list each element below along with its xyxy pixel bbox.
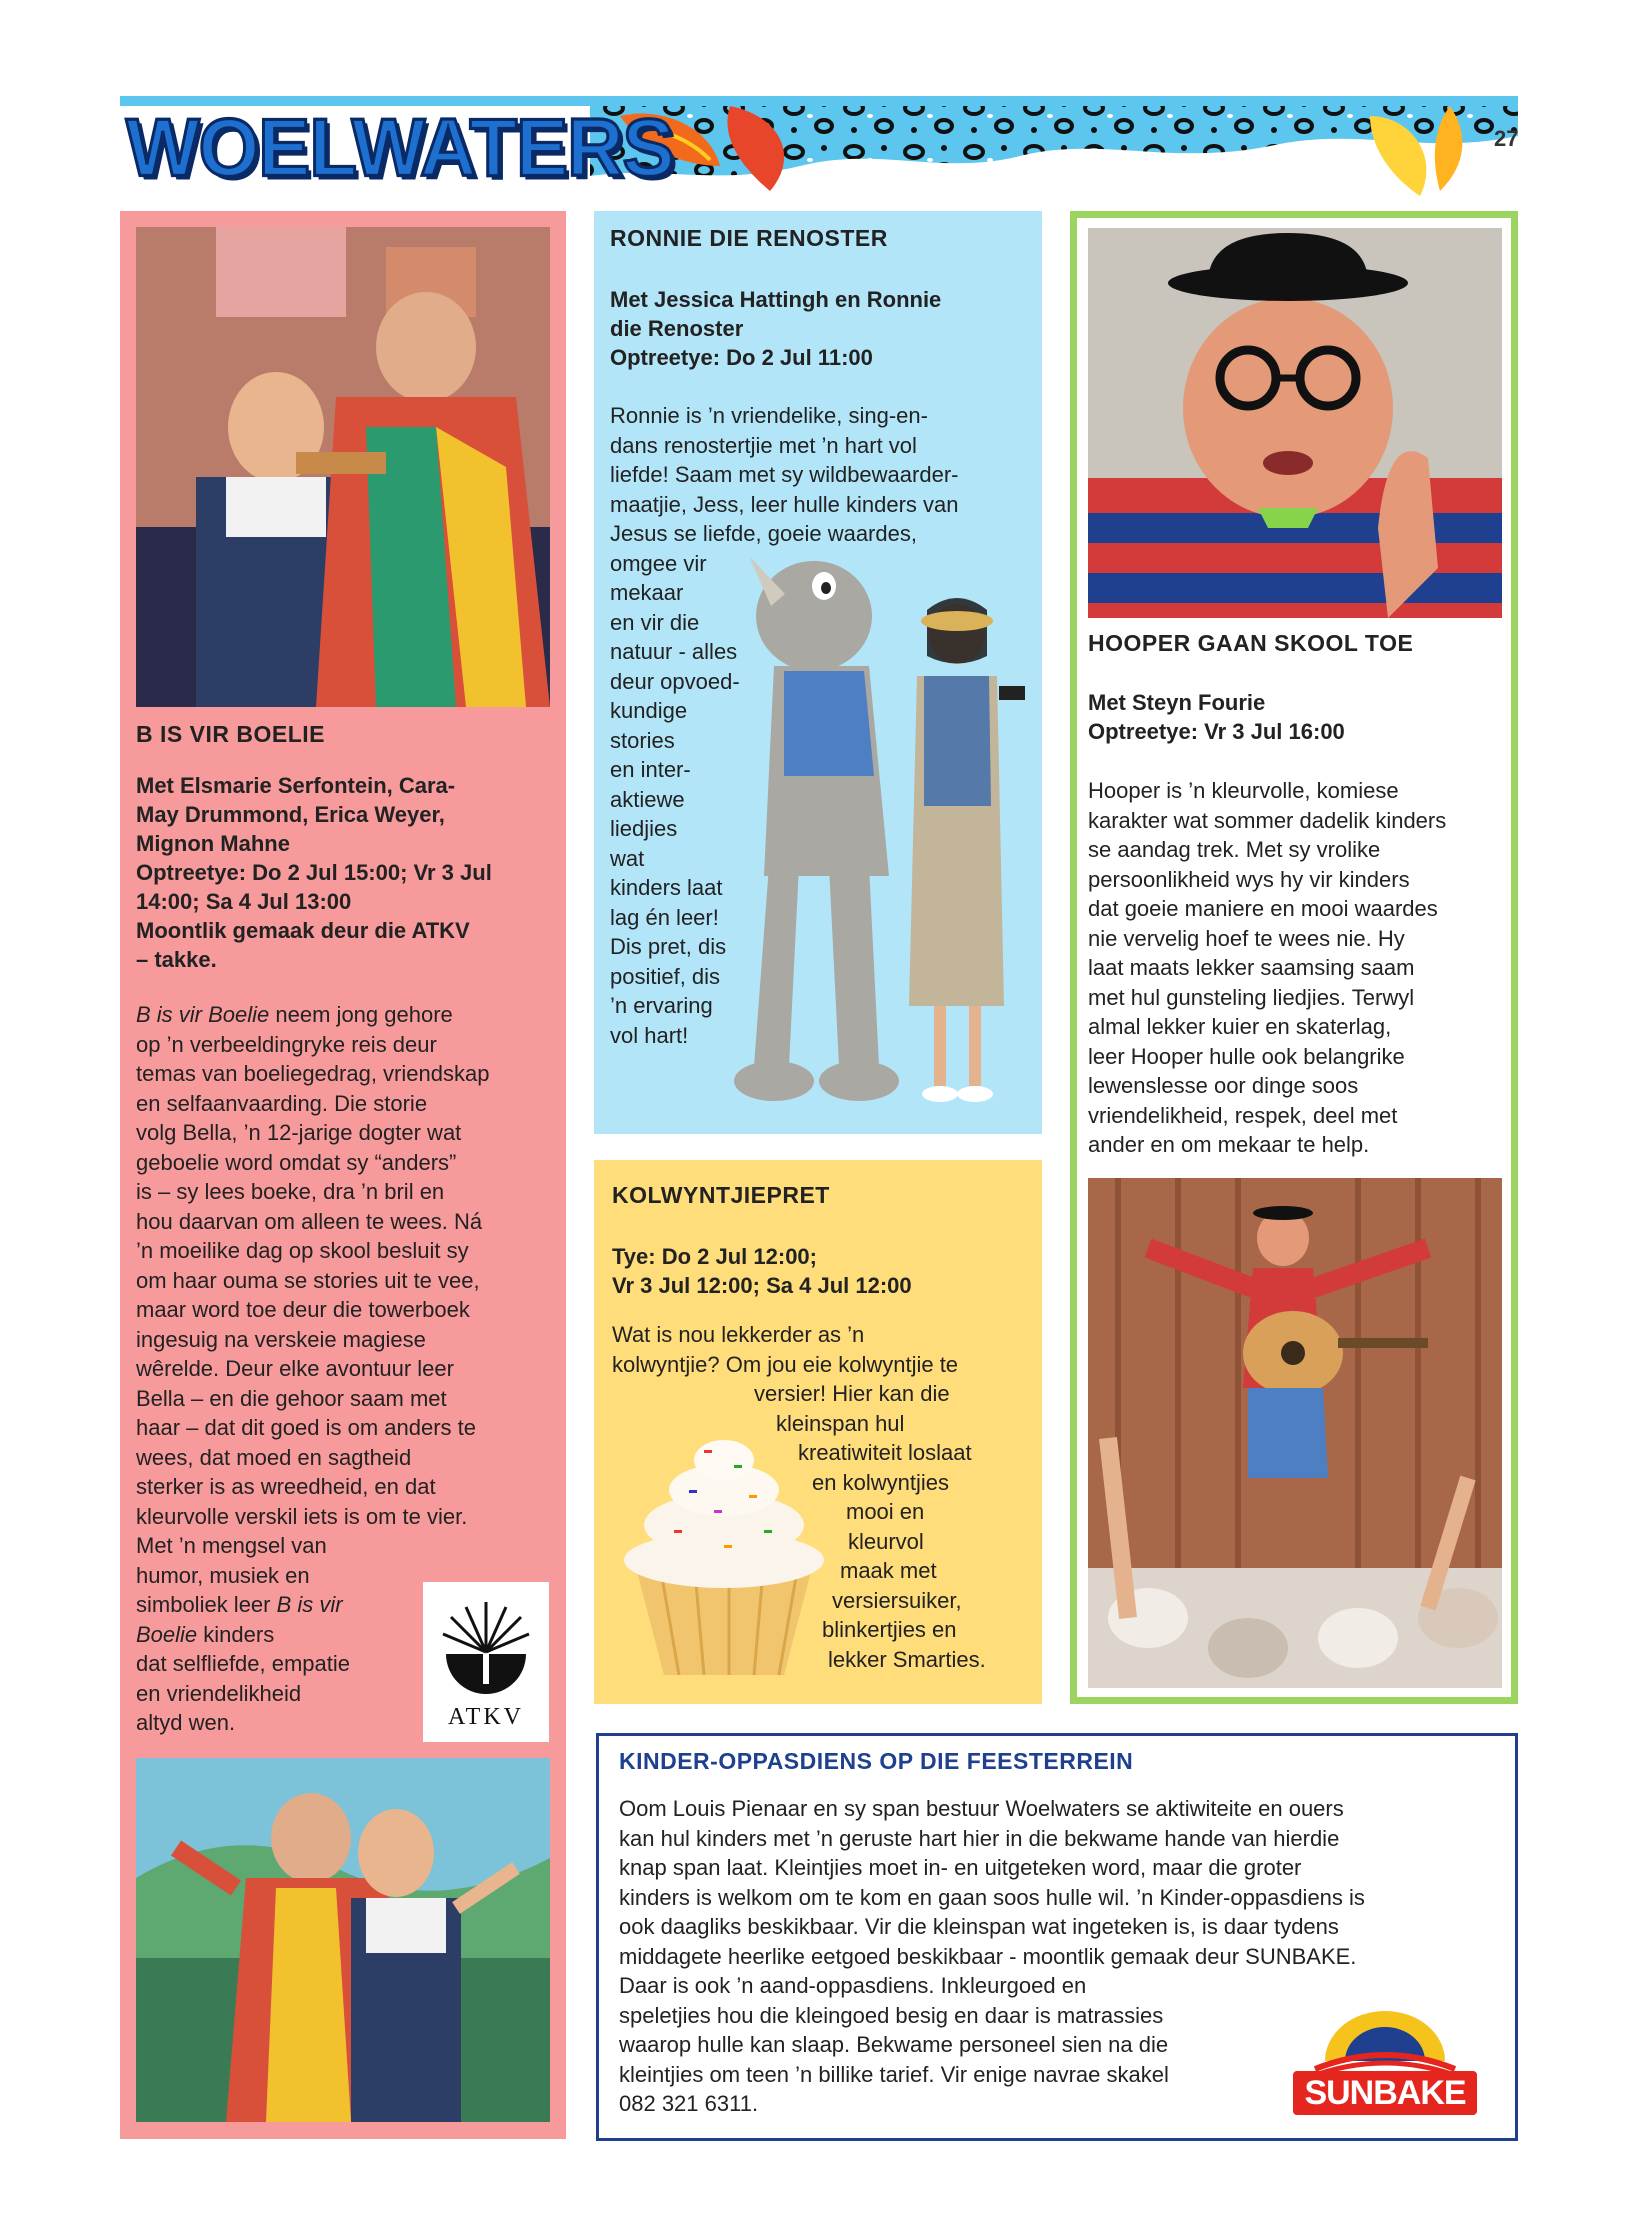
sunbake-logo-text: SUNBAKE — [1304, 2074, 1466, 2112]
boelie-body-line: en selfaanvaarding. Die storie — [136, 1090, 428, 1116]
ronnie-body-line: Jesus se liefde, goeie waardes, — [610, 521, 917, 546]
kolwyntjie-heading: KOLWYNTJIEPRET — [612, 1182, 830, 1208]
boelie-body-line: en vriendelikheid — [136, 1680, 302, 1706]
boelie-heading: B IS VIR BOELIE — [136, 721, 325, 747]
hooper-heading: HOOPER GAAN SKOOL TOE — [1088, 630, 1414, 656]
kolwyntjie-body-line: maak met — [840, 1558, 937, 1583]
sunbake-logo — [1285, 2011, 1485, 2121]
kolwyntjie-body-line: versier! Hier kan die — [754, 1381, 950, 1406]
ronnie-body-line: lag én leer! — [610, 904, 719, 930]
ronnie-body-line: kinders laat — [610, 875, 723, 900]
hooper-body-line: karakter wat sommer dadelik kinders — [1088, 807, 1447, 833]
ronnie-body-line: omgee vir — [610, 550, 707, 576]
atkv-logo — [423, 1582, 549, 1742]
oppas-body-line: kinders is welkom om te kom en gaan soos hulle wil. ’n Kinder-oppasdiens is — [619, 1884, 1365, 1910]
kolwyntjie-body-line: kleinspan hul — [776, 1410, 905, 1436]
ronnie-body-line: stories — [610, 727, 675, 753]
hooper-body-line: ander en om mekaar te help. — [1088, 1132, 1370, 1157]
ronnie-body-line: liedjies — [610, 816, 678, 841]
hooper-body-line: laat maats lekker saamsing saam — [1088, 955, 1415, 980]
boelie-body-line: maar word toe deur die towerboek — [136, 1297, 470, 1322]
boelie-body-line: B is vir Boelie neem jong gehore — [136, 1002, 453, 1027]
boelie-body-line: hou daarvan om alleen te wees. Ná — [136, 1208, 483, 1234]
ronnie-body-line: maatjie, Jess, leer hulle kinders van — [610, 491, 959, 517]
kolwyntjie-body-line: kleurvol — [848, 1528, 924, 1554]
oppas-heading: KINDER-OPPASDIENS OP DIE FEESTERREIN — [619, 1748, 1134, 1774]
hooper-credits: Met Steyn Fourie — [1088, 690, 1266, 715]
ronnie-body-line: deur opvoed- — [610, 668, 740, 694]
ronnie-credits-line: Met Jessica Hattingh en Ronnie — [610, 287, 942, 312]
boelie-body-line: humor, musiek en — [136, 1562, 310, 1588]
oppas-body-line: middagete heerlike eetgoed beskikbaar - moontlik gemaak deur SUNBAKE. — [619, 1943, 1357, 1969]
kolwyntjie-body-line: Wat is nou lekkerder as ’n — [612, 1322, 865, 1347]
kolwyntjie-body-line: versiersuiker, — [832, 1587, 962, 1613]
ronnie-body-line: ’n ervaring — [610, 993, 713, 1018]
hooper-stage-photo — [1088, 1178, 1502, 1688]
panel-b-is-vir-boelie — [120, 211, 566, 2139]
ronnie-body-line: mekaar — [610, 580, 684, 605]
hooper-body-line: nie vervelig hoef te wees nie. Hy — [1088, 925, 1405, 951]
ronnie-body-line: en vir die — [610, 609, 700, 635]
ronnie-credits — [610, 285, 941, 372]
ronnie-credits-line: die Renoster — [610, 316, 744, 341]
boelie-body-line: Boelie kinders — [136, 1621, 275, 1647]
hooper-body-line: vriendelikheid, respek, deel met — [1088, 1102, 1398, 1128]
oppas-body-line: Daar is ook ’n aand-oppasdiens. Inkleurgoed en — [619, 1973, 1087, 1998]
hooper-body-line: persoonlikheid wys hy vir kinders — [1088, 866, 1410, 892]
ronnie-body-line: dans renostertjie met ’n hart vol — [610, 432, 917, 458]
ronnie-body-line: aktiewe — [610, 786, 685, 812]
hooper-body-line: met hul gunsteling liedjies. Terwyl — [1088, 984, 1415, 1010]
boelie-body-line: ingesuig na verskeie magiese — [136, 1326, 426, 1352]
hooper-body-line: leer Hooper hulle ook belangrike — [1088, 1043, 1405, 1069]
hooper-portrait-photo — [1088, 228, 1502, 618]
oppas-body-line: kleintjies om teen ’n billike tarief. Vir enige navrae skakel — [619, 2061, 1169, 2087]
hooper-body-line: lewenslesse oor dinge soos — [1088, 1073, 1359, 1098]
boelie-body-line: dat selfliefde, empatie — [136, 1651, 351, 1676]
hooper-body-line: Hooper is ’n kleurvolle, komiese — [1088, 778, 1399, 803]
oppas-body-line: kan hul kinders met ’n geruste hart hier in die bekwame hande van hierdie — [619, 1825, 1340, 1851]
boelie-body-line: Met ’n mengsel van — [136, 1533, 327, 1558]
boelie-credits — [136, 771, 492, 974]
panel-hooper-gaan-skool-toe — [1070, 211, 1518, 1704]
atkv-logo-text: ATKV — [448, 1704, 524, 1730]
atkv-sunburst-icon — [423, 1582, 549, 1702]
hooper-body-line: almal lekker kuier en skaterlag, — [1088, 1014, 1392, 1039]
boelie-stage-photo-bottom — [136, 1758, 550, 2122]
ronnie-body-line: en inter- — [610, 757, 691, 782]
oppas-body-line: Oom Louis Pienaar en sy span bestuur Woelwaters se aktiwiteite en ouers — [619, 1796, 1344, 1821]
boelie-body-line: wees, dat moed en sagtheid — [136, 1444, 412, 1470]
boelie-times-line: Optreetye: Do 2 Jul 15:00; Vr 3 Jul — [136, 860, 492, 885]
page-number: 27 — [1494, 126, 1519, 151]
kolwyntjie-body-line: en kolwyntjies — [812, 1469, 949, 1495]
ronnie-body-line: vol hart! — [610, 1022, 689, 1048]
boelie-body-line: volg Bella, ’n 12-jarige dogter wat — [136, 1120, 462, 1145]
boelie-body-line: temas van boeliegedrag, vriendskap — [136, 1061, 490, 1086]
boelie-body-line: om haar ouma se stories uit te vee, — [136, 1267, 480, 1293]
hooper-body-line: se aandag trek. Met sy vrolike — [1088, 837, 1381, 862]
boelie-credits-line: May Drummond, Erica Weyer, — [136, 802, 445, 827]
cupcake-illustration — [604, 1410, 844, 1680]
ronnie-heading: RONNIE DIE RENOSTER — [610, 225, 888, 251]
boelie-title-italic: B is vir Boelie — [136, 1002, 270, 1027]
boelie-body-line: op ’n verbeeldingryke reis deur — [136, 1031, 437, 1057]
rhino-mascot-and-presenter-photo — [729, 546, 1042, 1134]
boelie-body-line: ’n moeilike dag op skool besluit sy — [136, 1238, 469, 1263]
ronnie-body-line: kundige — [610, 698, 688, 723]
ronnie-body-line: Ronnie is ’n vriendelike, sing-en- — [610, 403, 928, 428]
kolwyntjie-times — [612, 1242, 912, 1300]
kolwyntjie-body-line: kolwyntjie? Om jou eie kolwyntjie te — [612, 1351, 959, 1377]
kolwyntjie-body-line: blinkertjies en — [822, 1617, 957, 1642]
boelie-credits-line: Met Elsmarie Serfontein, Cara- — [136, 773, 456, 798]
boelie-body-line: altyd wen. — [136, 1710, 236, 1735]
boelie-body-line: is – sy lees boeke, dra ’n bril en — [136, 1179, 445, 1204]
page-header — [120, 96, 1518, 198]
hooper-times: Optreetye: Vr 3 Jul 16:00 — [1088, 719, 1345, 744]
kolwyntjie-times-line: Tye: Do 2 Jul 12:00; — [612, 1244, 817, 1269]
hooper-body — [1088, 776, 1446, 1160]
panel-ronnie-die-renoster — [594, 211, 1042, 1134]
oppas-body-line: knap span laat. Kleintjies moet in- en uitgeteken word, maar die groter — [619, 1855, 1302, 1880]
section-title: WOELWATERS — [126, 100, 674, 194]
boelie-body-line: simboliek leer B is vir — [136, 1592, 343, 1617]
oppas-body-line: speletjies hou die kleingoed besig en daar is matrassies — [619, 2002, 1164, 2028]
kolwyntjie-body-line: mooi en — [846, 1499, 925, 1524]
oppas-body-line: waarop hulle kan slaap. Bekwame personeel sien na die — [619, 2032, 1169, 2057]
boelie-body-line: kleurvolle verskil iets is om te vier. — [136, 1503, 468, 1529]
ronnie-body-line: Dis pret, dis — [610, 934, 727, 959]
boelie-body-line: haar – dat dit goed is om anders te — [136, 1415, 476, 1440]
oppas-body — [619, 1794, 1365, 2119]
ronnie-body-line: wat — [610, 845, 645, 871]
boelie-sponsor-line: Moontlik gemaak deur die ATKV — [136, 918, 470, 943]
boelie-stage-photo-top — [136, 227, 550, 707]
ronnie-body-line: liefde! Saam met sy wildbewaarder- — [610, 462, 959, 487]
ronnie-body-line: natuur - alles — [610, 639, 738, 664]
oppas-body-line: 082 321 6311. — [619, 2091, 759, 2116]
kolwyntjie-times-line: Vr 3 Jul 12:00; Sa 4 Jul 12:00 — [612, 1273, 912, 1298]
boelie-sponsor-line: – takke. — [136, 947, 217, 972]
kolwyntjie-body-line: kreatiwiteit loslaat — [798, 1440, 972, 1465]
boelie-credits-line: Mignon Mahne — [136, 831, 290, 856]
panel-kinder-oppasdiens — [596, 1733, 1518, 2141]
boelie-body-line: geboelie word omdat sy “anders” — [136, 1149, 457, 1175]
ronnie-body-line: positief, dis — [610, 963, 721, 989]
panel-kolwyntjiepret — [594, 1160, 1042, 1704]
boelie-times-line: 14:00; Sa 4 Jul 13:00 — [136, 889, 352, 914]
hooper-body-line: dat goeie maniere en mooi waardes — [1088, 896, 1438, 921]
hooper-info — [1088, 688, 1345, 746]
kolwyntjie-body-line: lekker Smarties. — [828, 1646, 986, 1672]
boelie-body-line: sterker is as wreedheid, en dat — [136, 1474, 436, 1499]
ronnie-times: Optreetye: Do 2 Jul 11:00 — [610, 345, 873, 370]
boelie-body-line: Bella – en die gehoor saam met — [136, 1385, 447, 1411]
oppas-body-line: ook daagliks beskikbaar. Vir die kleinspan wat ingeteken is, is daar tydens — [619, 1914, 1339, 1939]
boelie-body-line: wêrelde. Deur elke avontuur leer — [136, 1356, 454, 1381]
